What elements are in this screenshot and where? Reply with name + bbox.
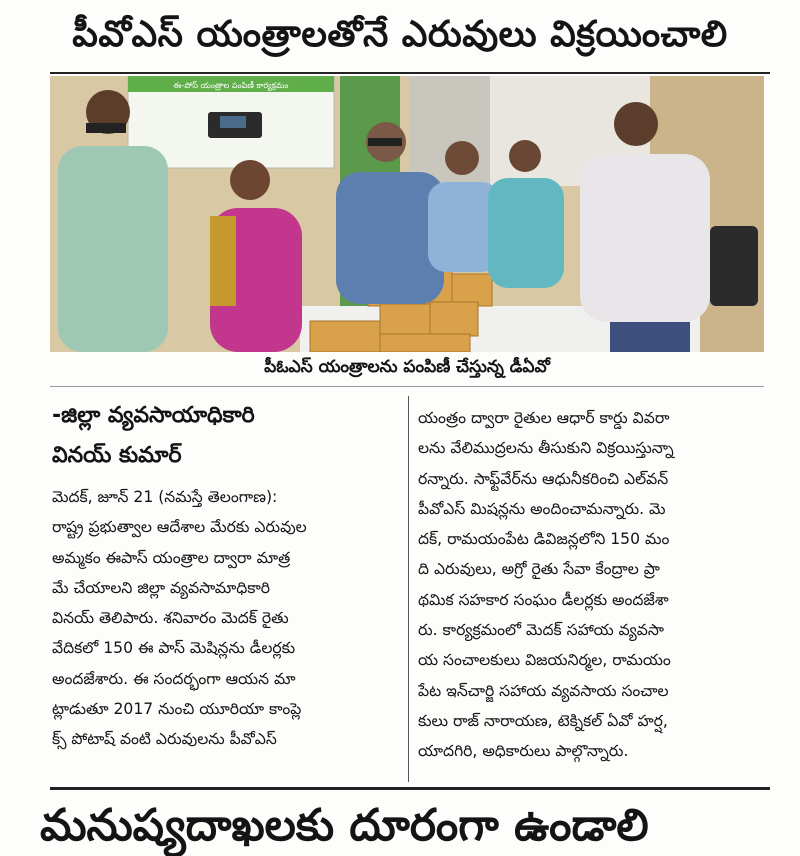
column-divider — [408, 396, 409, 782]
body-line: థమిక సహకార సంఘం డీలర్లకు అందజేశా — [418, 590, 669, 609]
body-line: పేట ఇన్‌చార్జి సహాయ వ్యవసాయ సంచాల — [418, 681, 669, 700]
body-line: అమ్మకం ఈపాస్ యంత్రాల ద్వారా మాత్ర — [52, 548, 291, 567]
article-headline: పీవోఎస్ యంత్రాలతోనే ఎరువులు విక్రయించాలి — [72, 14, 728, 55]
body-line: ది ఎరువులు, అగ్రో రైతు సేవా కేంద్రాల ప్రా — [418, 560, 660, 579]
body-line: క్స్ పోటాష్ వంటి ఎరువులను పీవోఎస్ — [52, 730, 277, 749]
right-column — [418, 403, 768, 767]
banner-text: ఈ-పోస్ యంత్రాల పంపిణీ కార్యక్రమం — [173, 81, 289, 90]
body-line: కులు రాజ్ నారాయణ, టెక్నికల్ ఏవో హర్ష, — [418, 711, 668, 730]
body-line: వినయ్ తెలిపారు. శనివారం మెదక్ రైతు — [52, 609, 289, 628]
news-photo — [50, 76, 764, 352]
subhead-name: వినయ్ కుమార్ — [52, 443, 182, 468]
body-line: వేదికలో 150 ఈ పాస్ మెషిన్లను డీలర్లకు — [52, 639, 296, 658]
body-line: రాష్ట్ర ప్రభుత్వాల ఆదేశాల మేరకు ఎరువుల — [52, 518, 307, 537]
body-line: యంత్రం ద్వారా రైతుల ఆధార్ కార్డు వివరా — [418, 409, 670, 427]
body-line: అందజేశారు. ఈ సందర్భంగా ఆయన మా — [52, 669, 296, 688]
body-line: య సంచాలకులు విజయనిర్మల, రామయం — [418, 651, 671, 670]
photo-caption: పీఓఎస్ యంత్రాలను పంపిణీ చేస్తున్న డీఏవో — [50, 352, 764, 387]
body-line: యాదగిరి, అధికారులు పాల్గొన్నారు. — [418, 742, 629, 761]
headline-rule — [50, 72, 770, 74]
body-line: రు. కార్యక్రమంలో మెదక్ సహాయ వ్యవసా — [418, 621, 664, 640]
bottom-rule — [50, 787, 770, 790]
body-line: రన్నారు. సాఫ్ట్‌వేర్‌ను ఆధునీకరించి ఎల్‌వన్ — [418, 469, 669, 488]
body-line: మే చేయాలని జిల్లా వ్యవసామాధికారి — [52, 578, 271, 597]
next-article-headline: మనుష్యదాఖలకు దూరంగా ఉండాలి — [40, 800, 649, 851]
left-column — [52, 396, 398, 755]
body-line: పీవోఎస్ మిషన్లను అందించామన్నారు. మె — [418, 499, 666, 518]
body-line: దక్, రామయంపేట డివిజన్లలోని 150 మం — [418, 530, 670, 549]
body-line: లను వేలిముద్రలను తీసుకుని విక్రయిస్తున్నా — [418, 439, 674, 458]
body-line: ట్లాడుతూ 2017 నుంచి యూరియా కాంప్లె — [52, 700, 302, 719]
subhead-designation: -జిల్లా వ్యవసాయాధికారి — [52, 403, 255, 428]
body-line: మెదక్, జూన్ 21 (నమస్తే తెలంగాణ): — [52, 488, 278, 506]
